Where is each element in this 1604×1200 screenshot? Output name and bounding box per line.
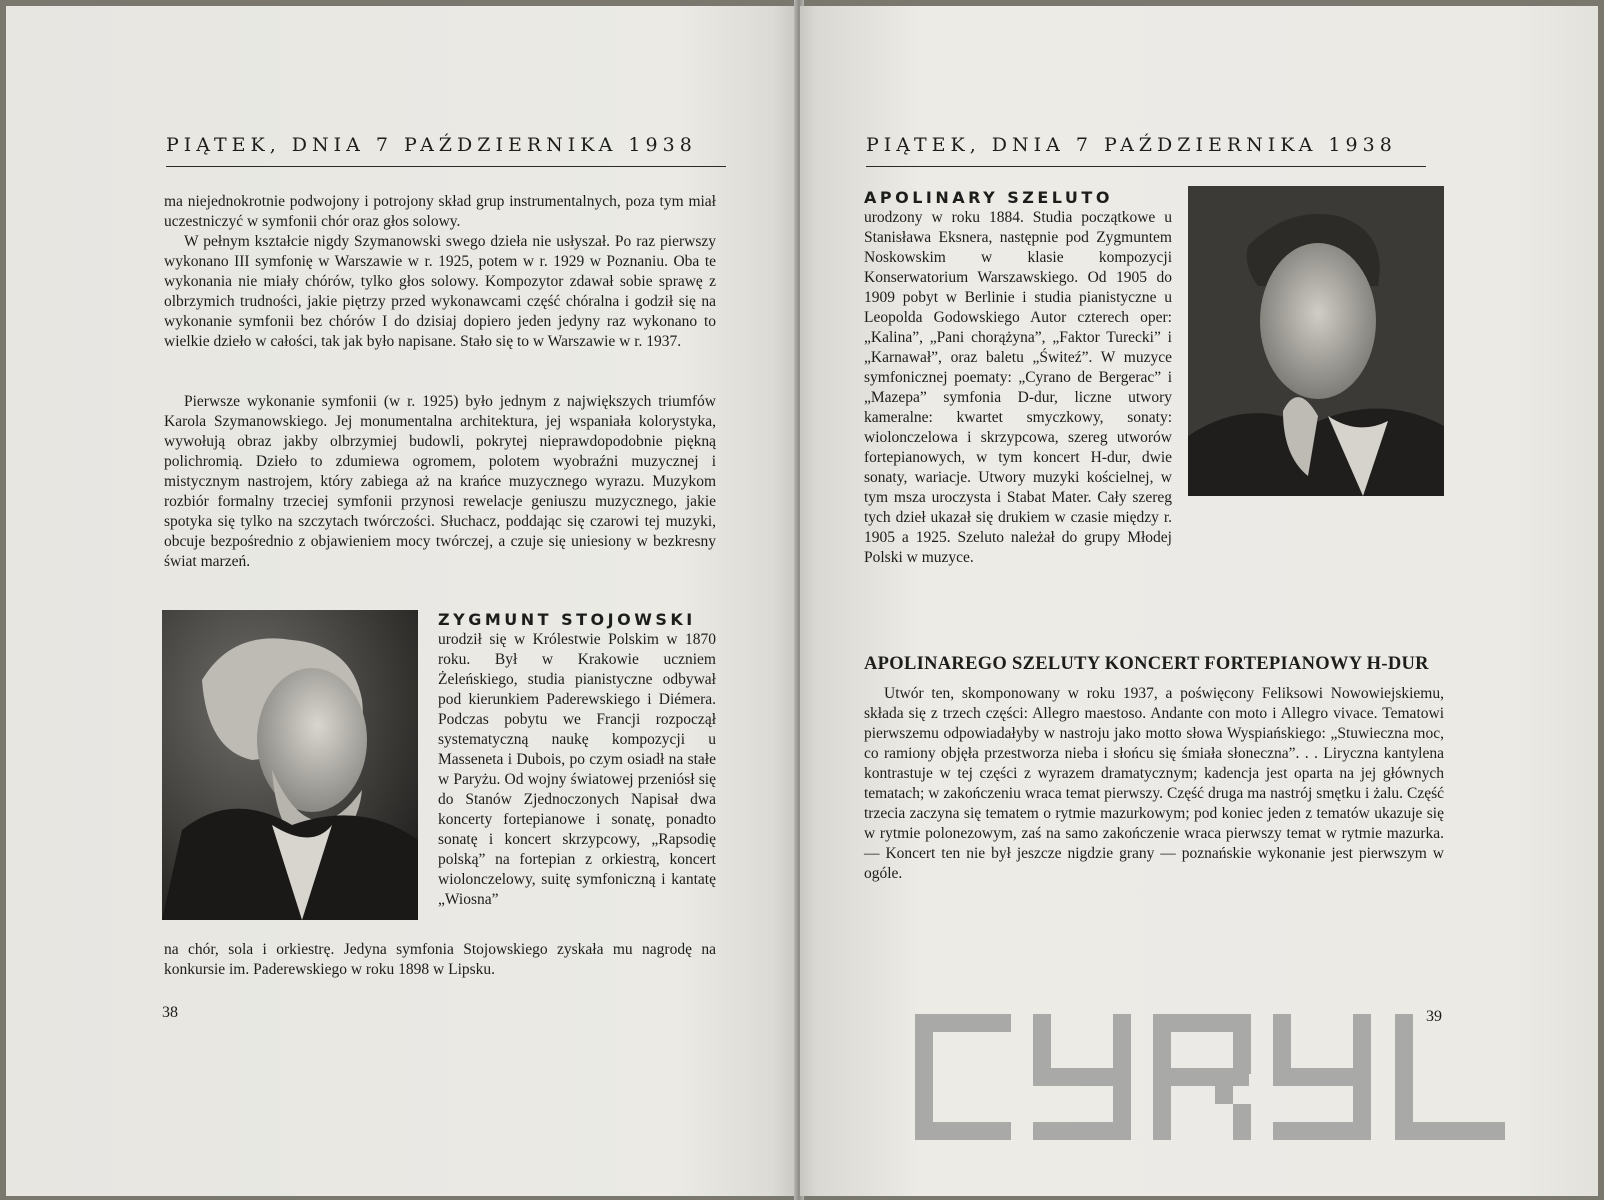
cyryl-watermark-logo: [915, 1014, 1535, 1140]
bio-text: urodzony w roku 1884. Studia początkowe u Stanisława Eksnera, następnie pod Zygmuntem Noskowskim w klasie kompozycji Konserwatorium Warszawskiego. Od 1905 do 1909 pobyt w Berlinie i studia pianistyczne u Leopolda Godowskiego Autor czterech oper: „Kalina”, „Pani chorążyna”, „Faktor Turecki” i „Karnawał”, oraz baletu „Świteź”. W muzyce symfonicznej poematy: „Cyrano de Bergerac” i „Mazepa” symfonia D-dur, liczne utwory kameralne: kwartet smyczkowy, sonaty: wiolonczelowa i skrzypcowa, szereg utworów fortepianowych, w tym koncert H-dur, dwie sonaty, wariacje. Utwory muzyki kościelnej, w tym msza uroczysta i Stabat Mater. Cały szereg tych dzieł ukazał się drukiem w czasie między r. 1905 a 1925. Szeluto należał do grupy Młodej Polski w muzyce.: [864, 209, 1172, 566]
page-number: 39: [1426, 1008, 1442, 1025]
section-text: Utwór ten, skomponowany w roku 1937, a poświęcony Feliksowi Nowowiejskiemu, składa się z trzech części: Allegro maestoso. Andante con moto i Allegro vivace. Tematowi pierwszemu odpowiadałyby w nastroju jako motto słowa Wyspiańskiego: „Stuwieczna moc, co ramiony objęła przestworza nieba i słońcu się śmiała słoneczna”. . . Liryczna kantylena kontrastuje w tej części z wyrazem dramatycznym; kadencja jest oparta na jej głównych tematach; w zakończeniu wraca temat pierwszy. Część druga ma nastrój smętku i żalu. Część trzecia zaczyna się tematem o rytmie mazurkowym; pod koniec jeden z tematów ukazuje się w rytmie polonezowym, zaś na samo zakończenie wraca pierwszy temat w rytmie mazurka. — Koncert ten nie był jeszcze nigdzie grany — poznańskie wykonanie jest pierwszym w ogóle.: [864, 685, 1444, 882]
bio-name: APOLINARY SZELUTO: [864, 188, 1113, 207]
paragraph: W pełnym kształcie nigdy Szymanowski swego dzieła nie usłyszał. Po raz pierwszy wykonano III symfonię w Warszawie w r. 1925, potem w r. 1929 w Poznaniu. Oba te wykonania nie miały chórów, tylko głos solowy. Kompozytor zdawał sobie sprawę z olbrzymich trudności, jakie piętrzy przed wykonawcami część chóralna i godził się na wykonanie symfonii bez chórów I do dzisiaj dopiero jeden jedyny raz wykonano to wielkie dzieło w całości, tak jak było napisane. Stało się to w Warszawie w r. 1937.: [164, 233, 716, 350]
left-page: [6, 6, 796, 1196]
page-header: PIĄTEK, DNIA 7 PAŹDZIERNIKA 1938: [166, 134, 726, 167]
portrait-stojowski: [162, 610, 418, 920]
bio-text-continued: na chór, sola i orkiestrę. Jedyna symfonia Stojowskiego zyskała mu nagrodę na konkursie im. Paderewskiego w roku 1898 w Lipsku.: [164, 941, 716, 978]
page-number: 38: [162, 1004, 178, 1021]
bio-name: ZYGMUNT STOJOWSKI: [438, 610, 696, 629]
page-header: PIĄTEK, DNIA 7 PAŹDZIERNIKA 1938: [866, 134, 1426, 167]
paragraph: ma niejednokrotnie podwojony i potrojony skład grup instrumentalnych, poza tym miał uczestniczyć w symfonii chór oraz głos solowy.: [164, 193, 716, 230]
section-title: APOLINAREGO SZELUTY KONCERT FORTEPIANOWY H-DUR: [864, 654, 1429, 674]
portrait-szeluto: [1188, 186, 1444, 496]
paragraph: Pierwsze wykonanie symfonii (w r. 1925) było jednym z największych triumfów Karola Szymanowskiego. Jej monumentalna architektura, jej wspaniała kolorystyka, wywołują obraz jakby olbrzymiej budowli, pokrytej nieprawdopodobnie piękną polichromią. Dzieło to zdumiewa ogromem, polotem wyobraźni muzycznej i mistycznym nastrojem, który zabiega aż na krańce muzycznego wyrazu. Muzykom rozbiór formalny trzeciej symfonii przynosi rewelacje geniuszu muzycznego, jakie spotyka się tylko na szczytach twórczości. Słuchacz, poddając się czarowi tej muzyki, obcuje bezpośrednio z objawieniem mocy twórczej, a czuje się uniesiony w bezkresny świat marzeń.: [164, 393, 716, 570]
bio-text: urodził się w Królestwie Polskim w 1870 roku. Był w Krakowie uczniem Żeleńskiego, studia pianistyczne odbywał pod kierunkiem Paderewskiego i Diémera. Podczas pobytu we Francji rozpoczął systematyczną naukę kompozycji u Masseneta i Dubois, po czym osiadł na stałe w Paryżu. Od wojny światowej przeniósł się do Stanów Zjednoczonych Napisał dwa koncerty fortepianowe i sonatę, ponadto sonatę i koncert skrzypcowy, „Rapsodię polską” na fortepian z orkiestrą, koncert wiolonczelowy, suitę symfoniczną i kantatę „Wiosna”: [438, 631, 716, 908]
